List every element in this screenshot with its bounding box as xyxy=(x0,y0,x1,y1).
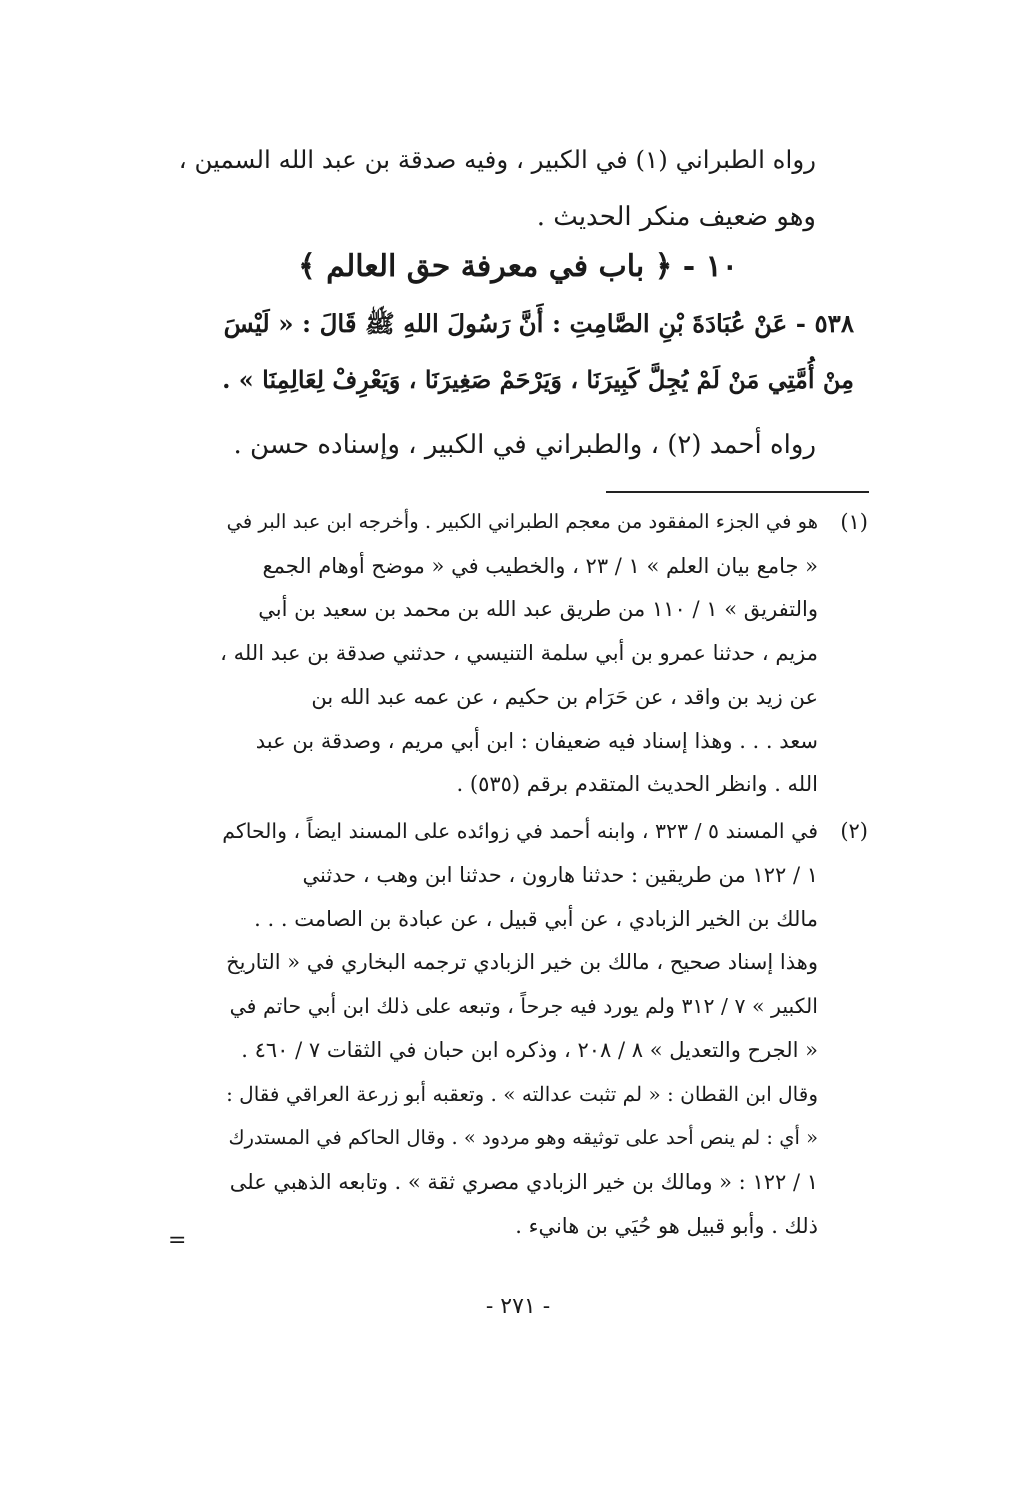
footnote-1-line: هو في الجزء المفقود من معجم الطبراني الكبير . وأخرجه ابن عبد البر في xyxy=(226,510,818,533)
footnote-2-line: مالك بن الخير الزبادي ، عن أبي قبيل ، عن عبادة بن الصامت . . . xyxy=(254,907,818,931)
footnote-1-line: عن زيد بن واقد ، عن حَرَام بن حكيم ، عن عمه عبد الله بن xyxy=(311,685,818,709)
footnote-2-line: « أي : لم ينص أحد على توثيقه وهو مردود » . وقال الحاكم في المستدرك xyxy=(228,1126,818,1149)
footnote-2-line: ١ / ١٢٢ : « ومالك بن خير الزبادي مصري ثقة » . وتابعه الذهبي على xyxy=(229,1170,818,1194)
top-paragraph-line-2: وهو ضعيف منكر الحديث . xyxy=(536,202,816,232)
footnote-1-marker: (١) xyxy=(840,510,868,534)
footnote-2-line: ذلك . وأبو قبيل هو حُيَي بن هانيء . xyxy=(515,1214,818,1238)
footnote-1-line: سعد . . . وهذا إسناد فيه ضعيفان : ابن أبي مريم ، وصدقة بن عبد xyxy=(255,729,818,753)
hadith-line-2: مِنْ أُمَّتِي مَنْ لَمْ يُجِلَّ كَبِيرَنَا ، وَيَرْحَمْ صَغِيرَنَا ، وَيَعْرِفْ لِعَالِمِنَا » . xyxy=(222,365,854,394)
hadith-source-line: رواه أحمد (٢) ، والطبراني في الكبير ، وإسناده حسن . xyxy=(233,430,816,460)
footnote-2-line: في المسند ٥ / ٣٢٣ ، وابنه أحمد في زوائده على المسند ايضاً ، والحاكم xyxy=(222,819,818,843)
footnote-2-line: وهذا إسناد صحيح ، مالك بن خير الزبادي ترجمه البخاري في « التاريخ xyxy=(226,950,818,974)
footnote-separator xyxy=(606,491,869,493)
page-number: - ٢٧١ - xyxy=(485,1294,551,1319)
chapter-heading: ١٠ - ﴿ باب في معرفة حق العالم ﴾ xyxy=(298,249,738,284)
footnote-2-line: وقال ابن القطان : « لم تثبت عدالته » . وتعقبه أبو زرعة العراقي فقال : xyxy=(226,1082,818,1106)
footnote-2-marker: (٢) xyxy=(840,819,868,843)
footnote-1-line: مزيم ، حدثنا عمرو بن أبي سلمة التنيسي ، حدثني صدقة بن عبد الله ، xyxy=(220,641,818,665)
continuation-mark: = xyxy=(168,1228,187,1253)
top-paragraph-line-1: رواه الطبراني (١) في الكبير ، وفيه صدقة بن عبد الله السمين ، xyxy=(178,145,816,174)
footnote-1-line: والتفريق » ١ / ١١٠ من طريق عبد الله بن محمد بن سعيد بن أبي xyxy=(258,597,818,621)
footnote-2-line: « الجرح والتعديل » ٨ / ٢٠٨ ، وذكره ابن حبان في الثقات ٧ / ٤٦٠ . xyxy=(241,1038,818,1062)
footnote-2-line: الكبير » ٧ / ٣١٢ ولم يورد فيه جرحاً ، وتبعه على ذلك ابن أبي حاتم في xyxy=(229,994,818,1018)
footnote-2-line: ١ / ١٢٢ من طريقين : حدثنا هارون ، حدثنا ابن وهب ، حدثني xyxy=(302,863,818,887)
footnote-1-line: « جامع بيان العلم » ١ / ٢٣ ، والخطيب في « موضح أوهام الجمع xyxy=(262,554,818,578)
footnote-1-line: الله . وانظر الحديث المتقدم برقم (٥٣٥) . xyxy=(456,772,818,796)
hadith-line-1: ٥٣٨ - عَنْ عُبَادَةَ بْنِ الصَّامِتِ : أَنَّ رَسُولَ اللهِ ﷺ قَالَ : « لَيْسَ xyxy=(223,309,854,338)
